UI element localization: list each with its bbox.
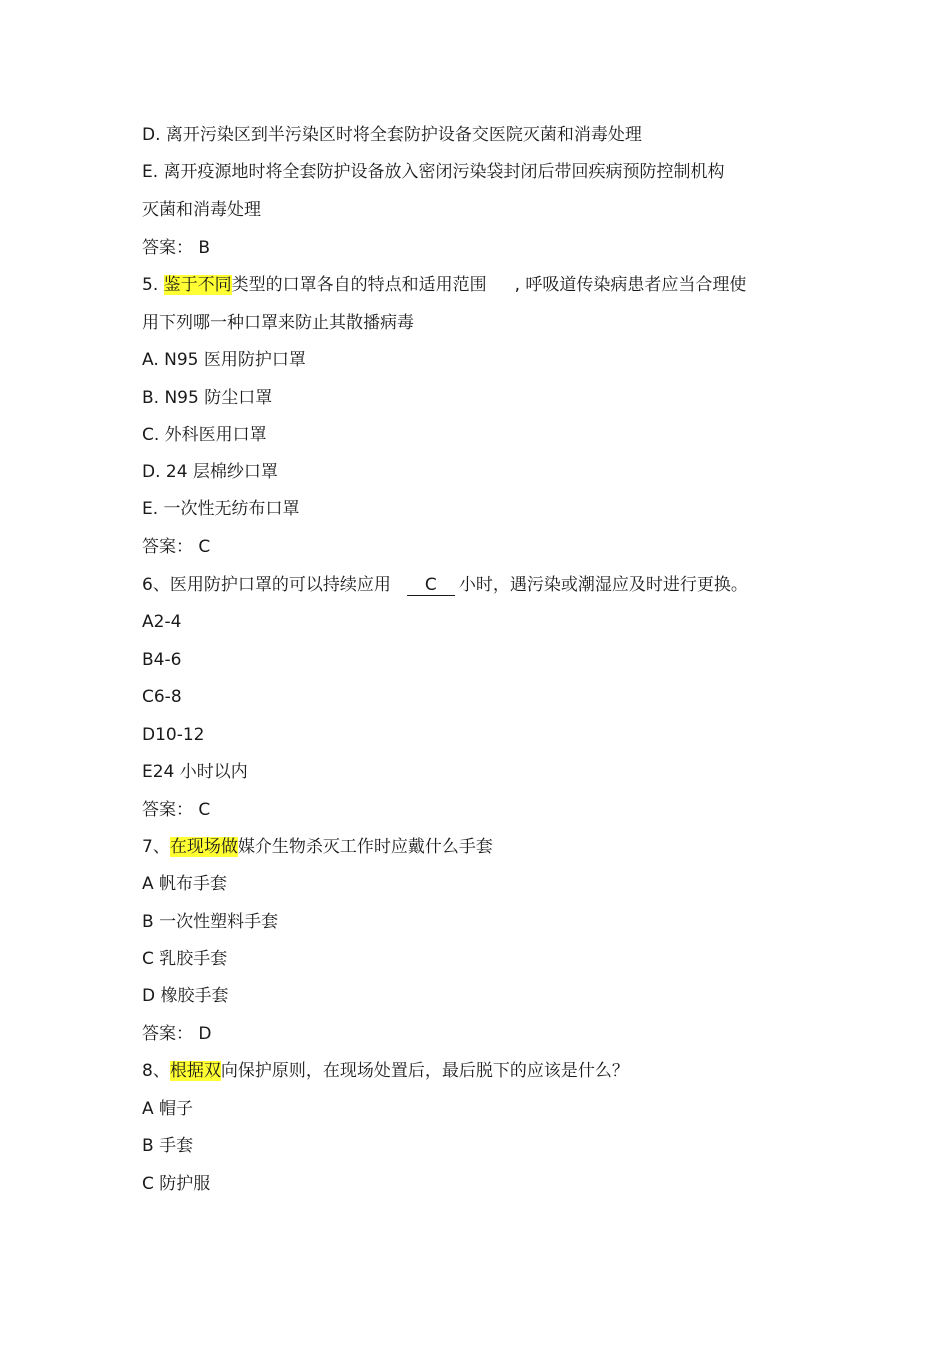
q8-text: 向保护原则，在现场处置后，最后脱下的应该是什么？ <box>220 1061 629 1081</box>
q8-option-b: B 手套 <box>142 1136 194 1156</box>
q6-prefix: 6、医用防护口罩的可以持续应用 <box>142 575 391 595</box>
q7-number: 7、 <box>142 837 170 857</box>
q6-option-c: C6-8 <box>142 687 182 707</box>
q6-suffix: 小时，遇污染或潮湿应及时进行更换。 <box>458 575 748 595</box>
q8-number: 8、 <box>142 1061 170 1081</box>
q5-text-b: , 呼吸道传染病患者应当合理使 <box>514 275 747 295</box>
q5-highlight: 鉴于不同 <box>163 275 232 295</box>
q7-highlight: 在现场做 <box>169 837 238 857</box>
q6-option-e: E24 小时以内 <box>142 762 248 782</box>
q6-option-a: A2-4 <box>142 612 182 632</box>
q7-option-b: B 一次性塑料手套 <box>142 912 279 932</box>
q7-text: 媒介生物杀灭工作时应戴什么手套 <box>237 837 493 857</box>
q8-highlight: 根据双 <box>169 1061 221 1081</box>
q5-text-a: 类型的口罩各自的特点和适用范围 <box>231 275 487 295</box>
q4-option-e-cont: 灭菌和消毒处理 <box>142 200 261 220</box>
q5-number: 5. <box>142 275 164 295</box>
q7-option-c: C 乳胶手套 <box>142 949 228 969</box>
q5-option-e: E. 一次性无纺布口罩 <box>142 499 300 519</box>
q6-question <box>142 573 748 597</box>
q7-answer: 答案： D <box>142 1024 212 1044</box>
q5-option-c: C. 外科医用口罩 <box>142 425 267 445</box>
q6-option-d: D10-12 <box>142 725 205 745</box>
q5-option-a: A. N95 医用防护口罩 <box>142 350 306 370</box>
q6-blank: C <box>407 576 455 596</box>
q6-option-b: B4-6 <box>142 650 182 670</box>
q8-question <box>142 1059 629 1083</box>
q8-option-c: C 防护服 <box>142 1174 211 1194</box>
q6-answer: 答案： C <box>142 800 211 820</box>
q4-answer: 答案： B <box>142 238 211 258</box>
q4-option-e: E. 离开疫源地时将全套防护设备放入密闭污染袋封闭后带回疾病预防控制机构 <box>142 162 725 182</box>
q7-option-d: D 橡胶手套 <box>142 986 229 1006</box>
q8-option-a: A 帽子 <box>142 1099 194 1119</box>
q7-option-a: A 帆布手套 <box>142 874 228 894</box>
q5-question <box>142 273 746 297</box>
q5-answer: 答案： C <box>142 537 211 557</box>
q4-option-d: D. 离开污染区到半污染区时将全套防护设备交医院灭菌和消毒处理 <box>142 125 642 145</box>
q5-option-b: B. N95 防尘口罩 <box>142 388 273 408</box>
q5-question-cont: 用下列哪一种口罩来防止其散播病毒 <box>142 313 414 333</box>
q5-option-d: D. 24 层棉纱口罩 <box>142 462 278 482</box>
q7-question <box>142 835 493 859</box>
